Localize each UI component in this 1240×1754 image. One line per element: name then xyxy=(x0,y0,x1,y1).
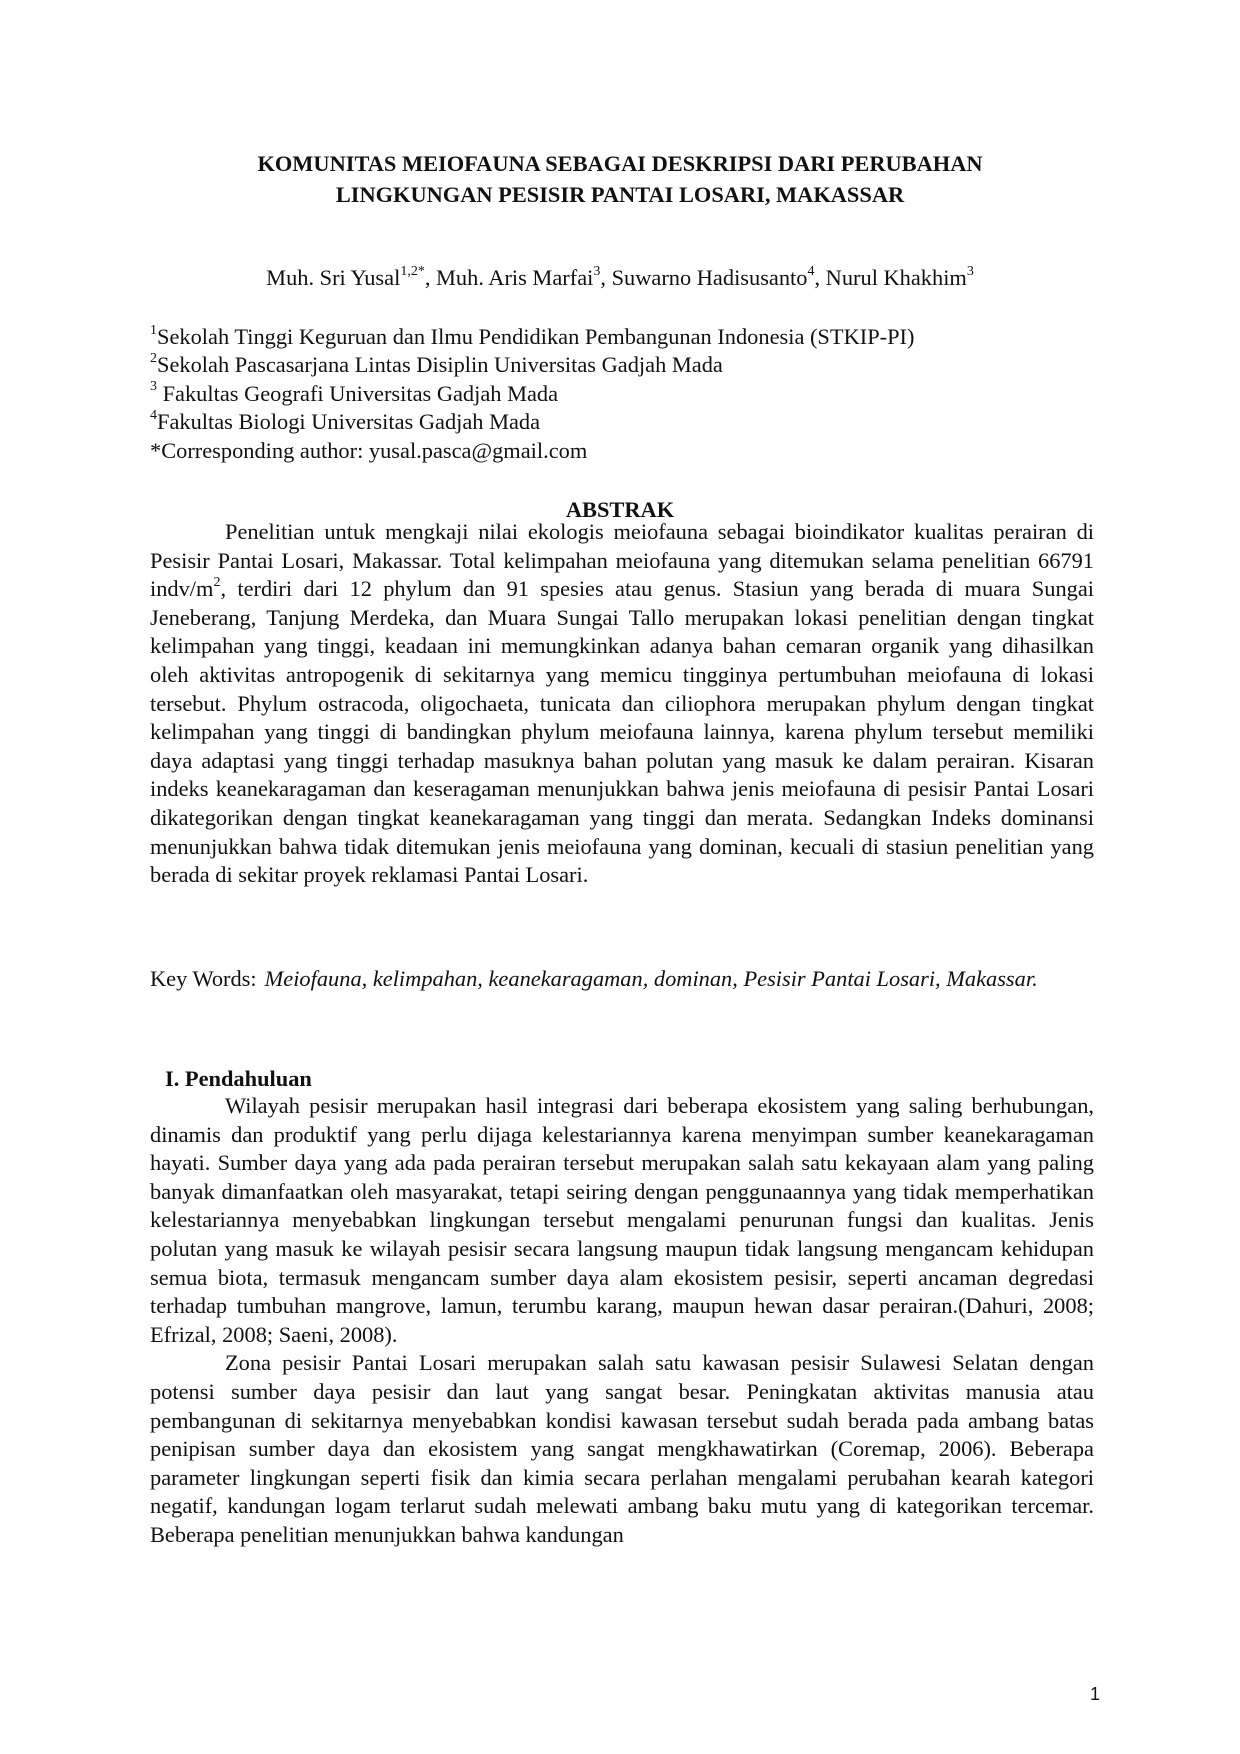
author-affiliation-mark: 1,2* xyxy=(400,263,425,279)
affiliation-list xyxy=(150,323,1050,465)
unit-superscript: 2 xyxy=(213,574,221,590)
abstract-heading: ABSTRAK xyxy=(565,497,675,522)
affiliation-item xyxy=(150,323,1050,351)
affiliation-text: Fakultas Geografi Universitas Gadjah Mada xyxy=(157,380,559,406)
page-number: 1 xyxy=(1089,1684,1100,1704)
affiliation-text: Fakultas Biologi Universitas Gadjah Mada xyxy=(157,409,541,435)
author-affiliation-mark: 3 xyxy=(966,263,974,279)
body-paragraph: Wilayah pesisir merupakan hasil integrasi dari beberapa ekosistem yang saling berhubungan, dinamis dan produktif yang perlu dijaga kelestariannya karena menyimpan sumber keanekaragaman hayati. Sumber daya yang ada pada perairan tersebut merupakan salah satu kekayaan alam yang paling banyak dimanfaatkan oleh masyarakat, tetapi seiring dengan penggunaannya yang tidak memperhatikan kelestariannya menyebabkan lingkungan tersebut mengalami penurunan fungsi dan kualitas. Jenis polutan yang masuk ke wilayah pesisir secara langsung maupun tidak langsung mengancam kehidupan semua biota, termasuk mengancam sumber daya alam ekosistem pesisir, seperti ancaman degredasi terhadap tumbuhan mangrove, lamun, terumbu karang, maupun hewan dasar perairan.(Dahuri, 2008; Efrizal, 2008; Saeni, 2008). xyxy=(150,1093,1094,1347)
affiliation-text: Sekolah Tinggi Keguruan dan Ilmu Pendidikan Pembangunan Indonesia (STKIP-PI) xyxy=(157,324,915,349)
keyword-rest: , kelimpahan, keanekaragaman, dominan, Pesisir Pantai Losari, Makassar. xyxy=(361,966,1038,991)
section-body xyxy=(150,1092,1094,1550)
section-heading: I. Pendahuluan xyxy=(165,1066,312,1091)
keyword-first: Meiofauna xyxy=(264,966,362,991)
author-name: Suwarno Hadisusanto xyxy=(611,265,808,290)
author-affiliation-mark: 3 xyxy=(593,263,601,279)
author-name: Muh. Aris Marfai xyxy=(436,265,594,290)
affiliation-item xyxy=(150,408,1050,436)
corresponding-author: *Corresponding author: yusal.pasca@gmail.com xyxy=(150,437,588,463)
body-paragraph: Zona pesisir Pantai Losari merupakan salah satu kawasan pesisir Sulawesi Selatan dengan potensi sumber daya pesisir dan laut yang sangat besar. Peningkatan aktivitas manusia atau pembangunan di sekitarnya menyebabkan kondisi kawasan tersebut sudah berada pada ambang batas penipisan sumber daya dan ekosistem yang sangat mengkhawatirkan (Coremap, 2006). Beberapa parameter lingkungan seperti fisik dan kimia secara perlahan mengalami perubahan kearah kategori negatif, kandungan logam terlarut sudah melewati ambang baku mutu yang di kategorikan tercemar. Beberapa penelitian menunjukkan bahwa kandungan xyxy=(150,1350,1094,1547)
affiliation-mark: 1 xyxy=(150,322,157,338)
author-separator: , xyxy=(424,265,437,290)
author-separator: , xyxy=(600,265,612,290)
keywords-list xyxy=(265,965,1038,994)
affiliation-item xyxy=(150,351,1050,379)
abstract-paragraph xyxy=(150,518,1094,890)
abstract-text-part1: Penelitian untuk mengkaji nilai ekologis meiofauna sebagai bioindikator kualitas perairan di Pesisir Pantai Losari, Makassar. Total kelimpahan meiofauna yang ditemukan selama penelitian 66791 indv/m xyxy=(150,519,1094,602)
abstract-text-part2: , terdiri dari 12 phylum dan 91 spesies atau genus. Stasiun yang berada di muara Sungai Jeneberang, Tanjung Merdeka, dan Muara Sungai Tallo merupakan lokasi penelitian dengan tingkat kelimpahan yang tinggi, keadaan ini memungkinkan adanya bahan cemaran organik yang dihasilkan oleh aktivitas antropogenik di sekitarnya yang memicu tingginya pertumbuhan meiofauna di lokasi tersebut. Phylum ostracoda, oligochaeta, tunicata dan ciliophora merupakan phylum dengan tingkat kelimpahan yang tinggi di bandingkan phylum meiofauna lainnya, karena phylum tersebut memiliki daya adaptasi yang tinggi terhadap masuknya bahan polutan yang masuk ke dalam perairan. Kisaran indeks keanekaragaman dan keseragaman menunjukkan bahwa jenis meiofauna di pesisir Pantai Losari dikategorikan dengan tingkat keanekaragaman yang tinggi dan merata. Sedangkan Indeks dominansi menunjukkan bahwa tidak ditemukan jenis meiofauna yang dominan, kecuali di stasiun penelitian yang berada di sekitar proyek reklamasi Pantai Losari. xyxy=(150,576,1094,888)
affiliation-mark: 4 xyxy=(150,407,157,423)
title-line-1: KOMUNITAS MEIOFAUNA SEBAGAI DESKRIPSI DARI PERUBAHAN xyxy=(257,151,983,176)
author-name: Muh. Sri Yusal xyxy=(266,265,401,290)
abstract-body xyxy=(150,518,1094,890)
affiliation-item xyxy=(150,380,1050,408)
author-affiliation-mark: 4 xyxy=(807,263,815,279)
title-line-2: LINGKUNGAN PESISIR PANTAI LOSARI, MAKASSAR xyxy=(335,182,905,207)
affiliation-text: Sekolah Pascasarjana Lintas Disiplin Universitas Gadjah Mada xyxy=(157,352,723,378)
author-name: Nurul Khakhim xyxy=(825,265,967,290)
author-list xyxy=(150,264,1090,293)
affiliation-mark: 3 xyxy=(150,379,157,395)
keywords-label: Key Words: xyxy=(150,966,257,991)
author-separator: , xyxy=(814,265,826,290)
affiliation-mark: 2 xyxy=(150,350,157,366)
keywords-block xyxy=(150,965,1094,994)
paper-title xyxy=(140,148,1100,210)
